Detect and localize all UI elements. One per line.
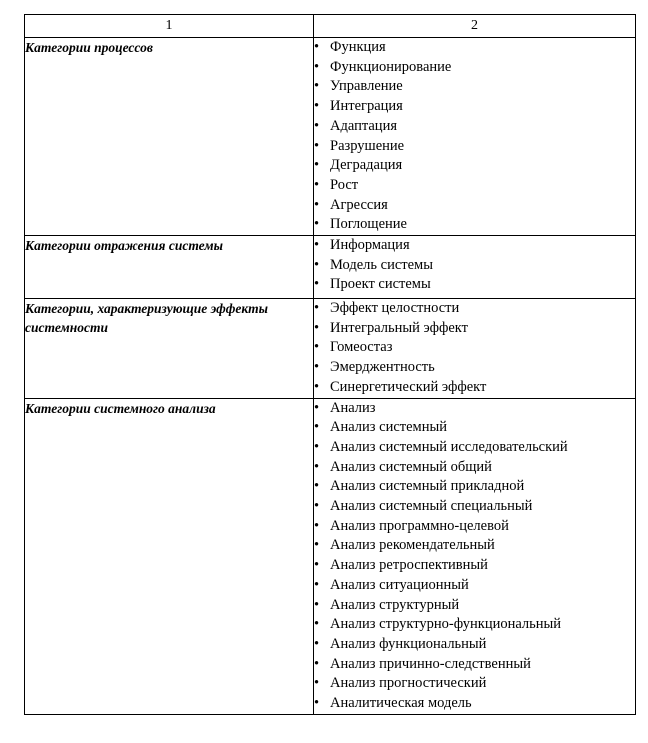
items-cell — [314, 236, 636, 299]
list-item — [314, 615, 635, 635]
list-item-text: Анализ системный общий — [330, 458, 492, 475]
category-cell: Категории процессов — [25, 38, 314, 236]
list-item — [314, 97, 635, 117]
list-item-text: Модель системы — [330, 256, 433, 273]
list-item — [314, 674, 635, 694]
category-cell: Категории системного анализа — [25, 398, 314, 714]
list-item-text: Функционирование — [330, 58, 452, 75]
list-item-text: Разрушение — [330, 137, 405, 154]
list-item-text: Поглощение — [330, 216, 407, 233]
list-item-text: Анализ — [330, 399, 376, 416]
bullet-marker: • — [314, 517, 320, 534]
list-item — [314, 438, 635, 458]
list-item-text: Деградация — [330, 157, 403, 174]
list-item-text: Анализ функциональный — [330, 635, 487, 652]
bullet-marker: • — [314, 458, 320, 475]
bullet-marker: • — [314, 196, 320, 213]
list-item-text: Анализ системный прикладной — [330, 478, 525, 495]
header-row — [25, 15, 636, 38]
items-list — [314, 399, 635, 714]
list-item-text: Управление — [330, 78, 403, 95]
list-item — [314, 536, 635, 556]
list-item — [314, 256, 635, 276]
column-header-2: 2 — [314, 15, 636, 38]
list-item-text: Рост — [330, 176, 359, 193]
items-cell — [314, 38, 636, 236]
items-list — [314, 236, 635, 295]
list-item — [314, 38, 635, 58]
categories-table — [24, 14, 636, 715]
bullet-marker: • — [314, 137, 320, 154]
list-item-text: Анализ программно-целевой — [330, 517, 509, 534]
category-cell: Категории, характеризующие эффекты системности — [25, 299, 314, 399]
list-item-text: Аналитическая модель — [330, 695, 472, 712]
bullet-marker: • — [314, 276, 320, 293]
list-item — [314, 275, 635, 295]
list-item — [314, 635, 635, 655]
list-item — [314, 418, 635, 438]
list-item — [314, 77, 635, 97]
list-item — [314, 176, 635, 196]
list-item-text: Анализ прогностический — [330, 675, 487, 692]
list-item-text: Адаптация — [330, 117, 397, 134]
bullet-marker: • — [314, 78, 320, 95]
bullet-marker: • — [314, 39, 320, 55]
bullet-marker: • — [314, 339, 320, 356]
list-item — [314, 338, 635, 358]
list-item — [314, 694, 635, 714]
list-item — [314, 137, 635, 157]
bullet-marker: • — [314, 557, 320, 574]
list-item — [314, 319, 635, 339]
bullet-marker: • — [314, 635, 320, 652]
bullet-marker: • — [314, 359, 320, 376]
list-item — [314, 156, 635, 176]
bullet-marker: • — [314, 237, 320, 254]
list-item-text: Анализ рекомендательный — [330, 537, 495, 554]
list-item — [314, 117, 635, 137]
list-item — [314, 497, 635, 517]
bullet-marker: • — [314, 216, 320, 233]
list-item-text: Анализ системный специальный — [330, 498, 533, 515]
bullet-marker: • — [314, 399, 320, 416]
list-item-text: Интегральный эффект — [330, 319, 468, 336]
list-item-text: Информация — [330, 237, 410, 254]
bullet-marker: • — [314, 319, 320, 336]
items-list — [314, 38, 635, 235]
list-item — [314, 358, 635, 378]
list-item-text: Анализ причинно-следственный — [330, 655, 531, 672]
bullet-marker: • — [314, 675, 320, 692]
list-item — [314, 517, 635, 537]
list-item — [314, 477, 635, 497]
list-item-text: Эффект целостности — [330, 300, 460, 317]
list-item — [314, 576, 635, 596]
bullet-marker: • — [314, 655, 320, 672]
list-item — [314, 378, 635, 398]
list-item — [314, 458, 635, 478]
category-cell: Категории отражения системы — [25, 236, 314, 299]
list-item-text: Гомеостаз — [330, 339, 393, 356]
bullet-marker: • — [314, 58, 320, 75]
list-item-text: Анализ ретроспективный — [330, 557, 488, 574]
list-item — [314, 655, 635, 675]
bullet-marker: • — [314, 576, 320, 593]
list-item — [314, 58, 635, 78]
bullet-marker: • — [314, 537, 320, 554]
list-item-text: Синергетический эффект — [330, 378, 487, 395]
bullet-marker: • — [314, 117, 320, 134]
bullet-marker: • — [314, 378, 320, 395]
bullet-marker: • — [314, 419, 320, 436]
items-cell — [314, 398, 636, 714]
list-item — [314, 299, 635, 319]
bullet-marker: • — [314, 498, 320, 515]
column-header-1: 1 — [25, 15, 314, 38]
list-item — [314, 596, 635, 616]
table-row — [25, 398, 636, 714]
list-item — [314, 215, 635, 235]
list-item-text: Анализ системный — [330, 419, 447, 436]
bullet-marker: • — [314, 438, 320, 455]
bullet-marker: • — [314, 256, 320, 273]
list-item-text: Анализ структурный — [330, 596, 460, 613]
table-row — [25, 299, 636, 399]
list-item-text: Функция — [330, 39, 386, 55]
bullet-marker: • — [314, 157, 320, 174]
list-item — [314, 399, 635, 419]
table-row — [25, 236, 636, 299]
list-item-text: Анализ структурно-функциональный — [330, 616, 562, 633]
bullet-marker: • — [314, 596, 320, 613]
list-item-text: Анализ системный исследовательский — [330, 438, 568, 455]
list-item-text: Эмерджентность — [330, 359, 435, 376]
list-item-text: Агрессия — [330, 196, 388, 213]
list-item — [314, 196, 635, 216]
bullet-marker: • — [314, 176, 320, 193]
items-cell — [314, 299, 636, 399]
list-item — [314, 236, 635, 256]
list-item — [314, 556, 635, 576]
bullet-marker: • — [314, 478, 320, 495]
bullet-marker: • — [314, 98, 320, 115]
list-item-text: Анализ ситуационный — [330, 576, 469, 593]
items-list — [314, 299, 635, 398]
table-row — [25, 38, 636, 236]
list-item-text: Интеграция — [330, 98, 403, 115]
bullet-marker: • — [314, 695, 320, 712]
bullet-marker: • — [314, 616, 320, 633]
bullet-marker: • — [314, 300, 320, 317]
list-item-text: Проект системы — [330, 276, 431, 293]
